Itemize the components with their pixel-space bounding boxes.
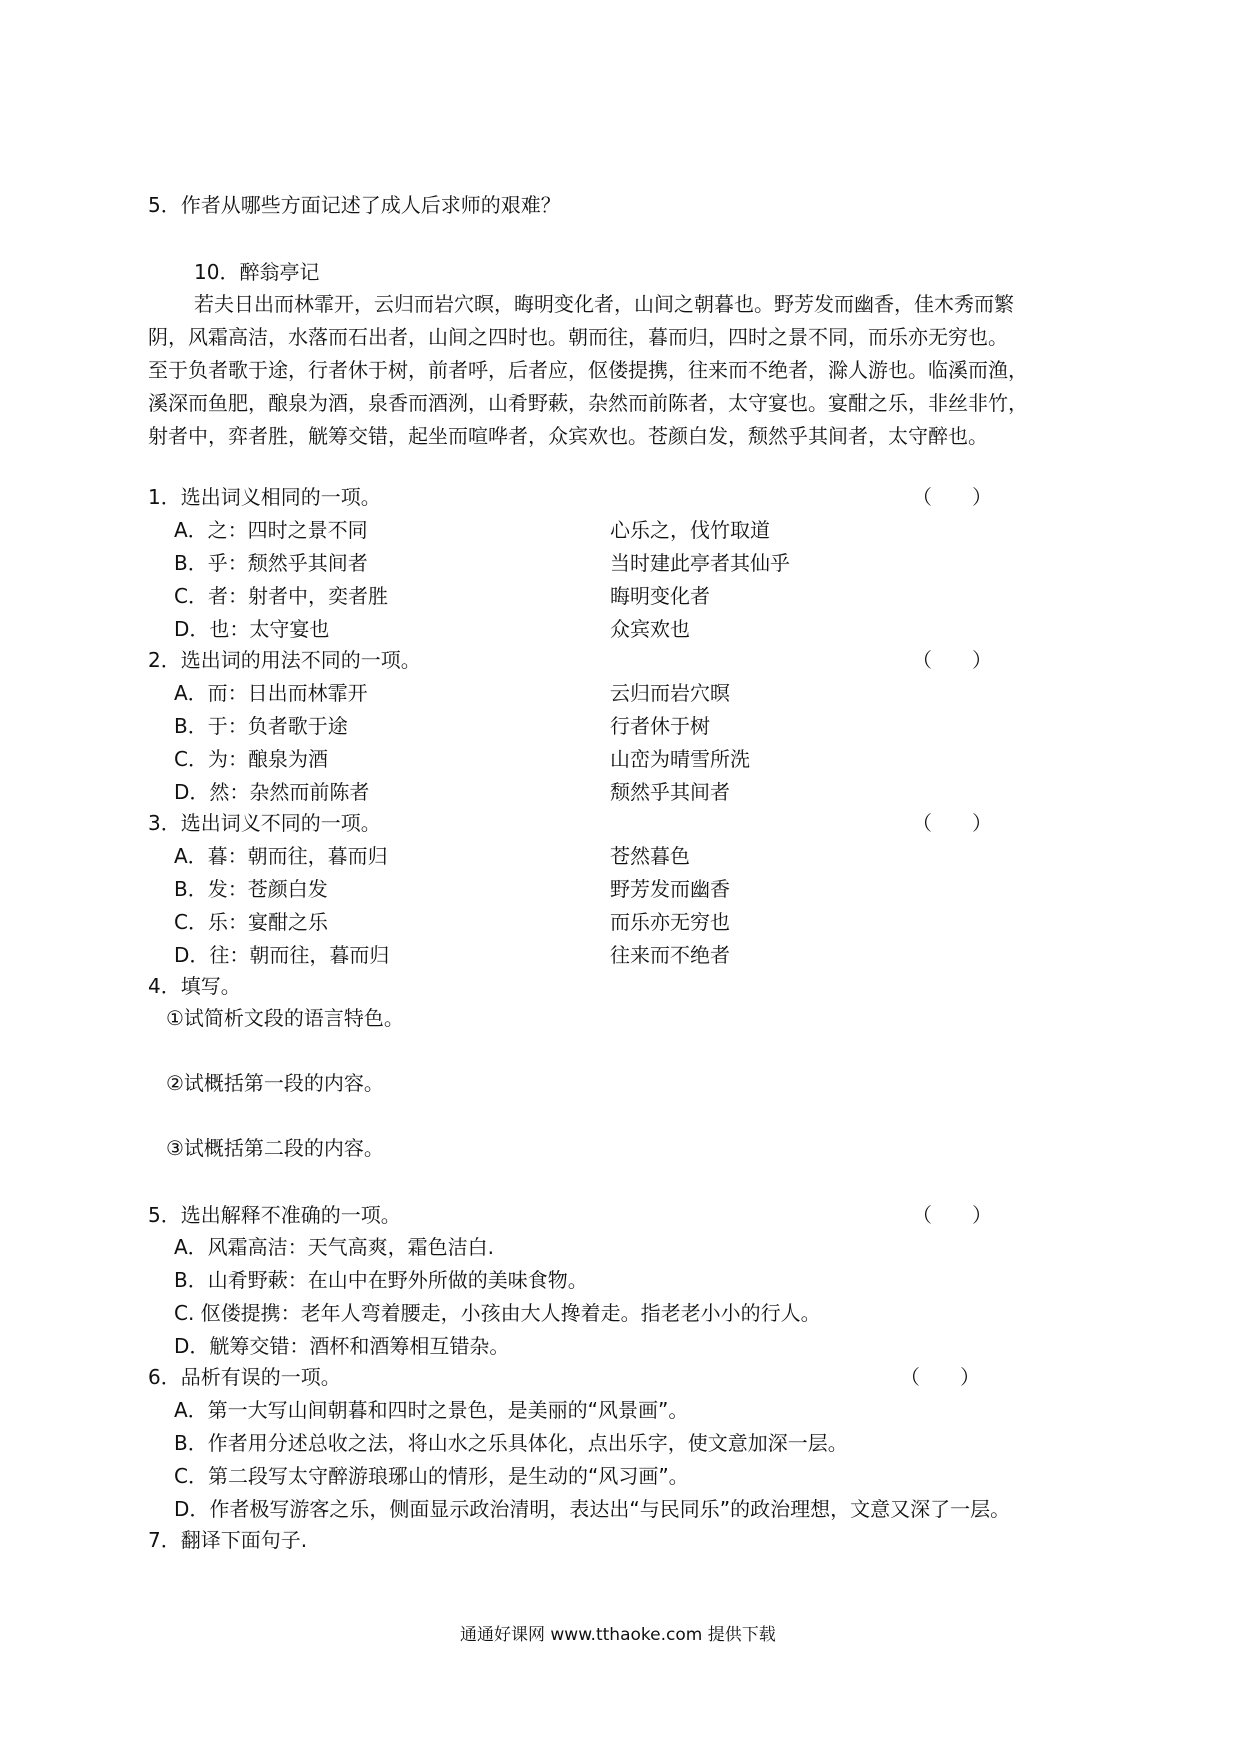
option-left: A．暮：朝而往，暮而归 (174, 844, 388, 868)
option: C．第二段写太守醉游琅琊山的情形，是生动的“风习画”。 (174, 1464, 689, 1488)
passage-line: 阴，风霜高洁，水落而石出者，山间之四时也。朝而往，暮而归，四时之景不同，而乐亦无穷也。 (148, 325, 1008, 349)
option-left: C．者：射者中，奕者胜 (174, 584, 388, 608)
option-left: A．之：四时之景不同 (174, 518, 368, 542)
option-right: 心乐之，伐竹取道 (610, 518, 770, 542)
question-5-stem: 5．选出解释不准确的一项。 (148, 1203, 401, 1227)
option-right: 山峦为晴雪所洗 (610, 747, 750, 771)
option: B．山肴野蔌：在山中在野外所做的美味食物。 (174, 1268, 588, 1292)
option-right: 晦明变化者 (610, 584, 710, 608)
answer-paren: （ ） (912, 811, 992, 835)
option-right: 众宾欢也 (610, 617, 690, 641)
section-title: 10．醉翁亭记 (194, 260, 320, 284)
fill-item: ③试概括第二段的内容。 (166, 1136, 384, 1160)
passage-line: 若夫日出而林霏开，云归而岩穴暝，晦明变化者，山间之朝暮也。野芳发而幽香，佳木秀而繁 (194, 292, 1014, 316)
passage-line: 溪深而鱼肥，酿泉为酒，泉香而酒洌，山肴野蔌，杂然而前陈者，太守宴也。宴酣之乐，非丝非竹， (148, 391, 1028, 415)
option: D．作者极写游客之乐，侧面显示政治清明，表达出“与民同乐”的政治理想，文意又深了一层。 (174, 1497, 1011, 1521)
option-left: B．于：负者歌于途 (174, 714, 348, 738)
question-2-stem: 2．选出词的用法不同的一项。 (148, 648, 421, 672)
option-right: 野芳发而幽香 (610, 877, 730, 901)
option-left: C．为：酿泉为酒 (174, 747, 328, 771)
answer-paren: （ ） (912, 648, 992, 672)
question-1-stem: 1．选出词义相同的一项。 (148, 485, 381, 509)
question-7-stem: 7．翻译下面句子. (148, 1528, 308, 1552)
fill-item: ②试概括第一段的内容。 (166, 1071, 384, 1095)
option-right: 云归而岩穴暝 (610, 681, 730, 705)
option-left: D．也：太守宴也 (174, 617, 330, 641)
option: C. 伛偻提携：老年人弯着腰走，小孩由大人搀着走。指老老小小的行人。 (174, 1301, 821, 1325)
passage-line: 射者中，弈者胜，觥筹交错，起坐而喧哗者，众宾欢也。苍颜白发，颓然乎其间者，太守醉也。 (148, 424, 988, 448)
fill-item: ①试简析文段的语言特色。 (166, 1006, 404, 1030)
option-left: A．而：日出而林霏开 (174, 681, 368, 705)
option: D．觥筹交错：酒杯和酒筹相互错杂。 (174, 1334, 510, 1358)
option-left: B．发：苍颜白发 (174, 877, 328, 901)
option-right: 苍然暮色 (610, 844, 690, 868)
question-6-stem: 6．品析有误的一项。 (148, 1365, 341, 1389)
answer-paren: （ ） (912, 1203, 992, 1227)
option-left: B．乎：颓然乎其间者 (174, 551, 368, 575)
page-footer: 通通好课网 www.tthaoke.com 提供下载 (460, 1625, 776, 1645)
option-right: 颓然乎其间者 (610, 780, 730, 804)
question-4-stem: 4．填写。 (148, 974, 241, 998)
question-3-stem: 3．选出词义不同的一项。 (148, 811, 381, 835)
passage-line: 至于负者歌于途，行者休于树，前者呼，后者应，伛偻提携，往来而不绝者，滁人游也。临溪而渔， (148, 358, 1028, 382)
option: B．作者用分述总收之法，将山水之乐具体化，点出乐字，使文意加深一层。 (174, 1431, 848, 1455)
option-left: D．往：朝而往，暮而归 (174, 943, 390, 967)
option-right: 而乐亦无穷也 (610, 910, 730, 934)
option-right: 行者休于树 (610, 714, 710, 738)
option: A．第一大写山间朝暮和四时之景色，是美丽的“风景画”。 (174, 1398, 689, 1422)
previous-question: 5．作者从哪些方面记述了成人后求师的艰难？ (148, 193, 561, 217)
option-left: C．乐：宴酣之乐 (174, 910, 328, 934)
answer-paren: （ ） (900, 1365, 980, 1389)
answer-paren: （ ） (912, 485, 992, 509)
option-right: 往来而不绝者 (610, 943, 730, 967)
option-left: D．然：杂然而前陈者 (174, 780, 370, 804)
option: A．风霜高洁：天气高爽，霜色洁白. (174, 1235, 495, 1259)
passage (148, 288, 1092, 453)
option-right: 当时建此亭者其仙乎 (610, 551, 790, 575)
